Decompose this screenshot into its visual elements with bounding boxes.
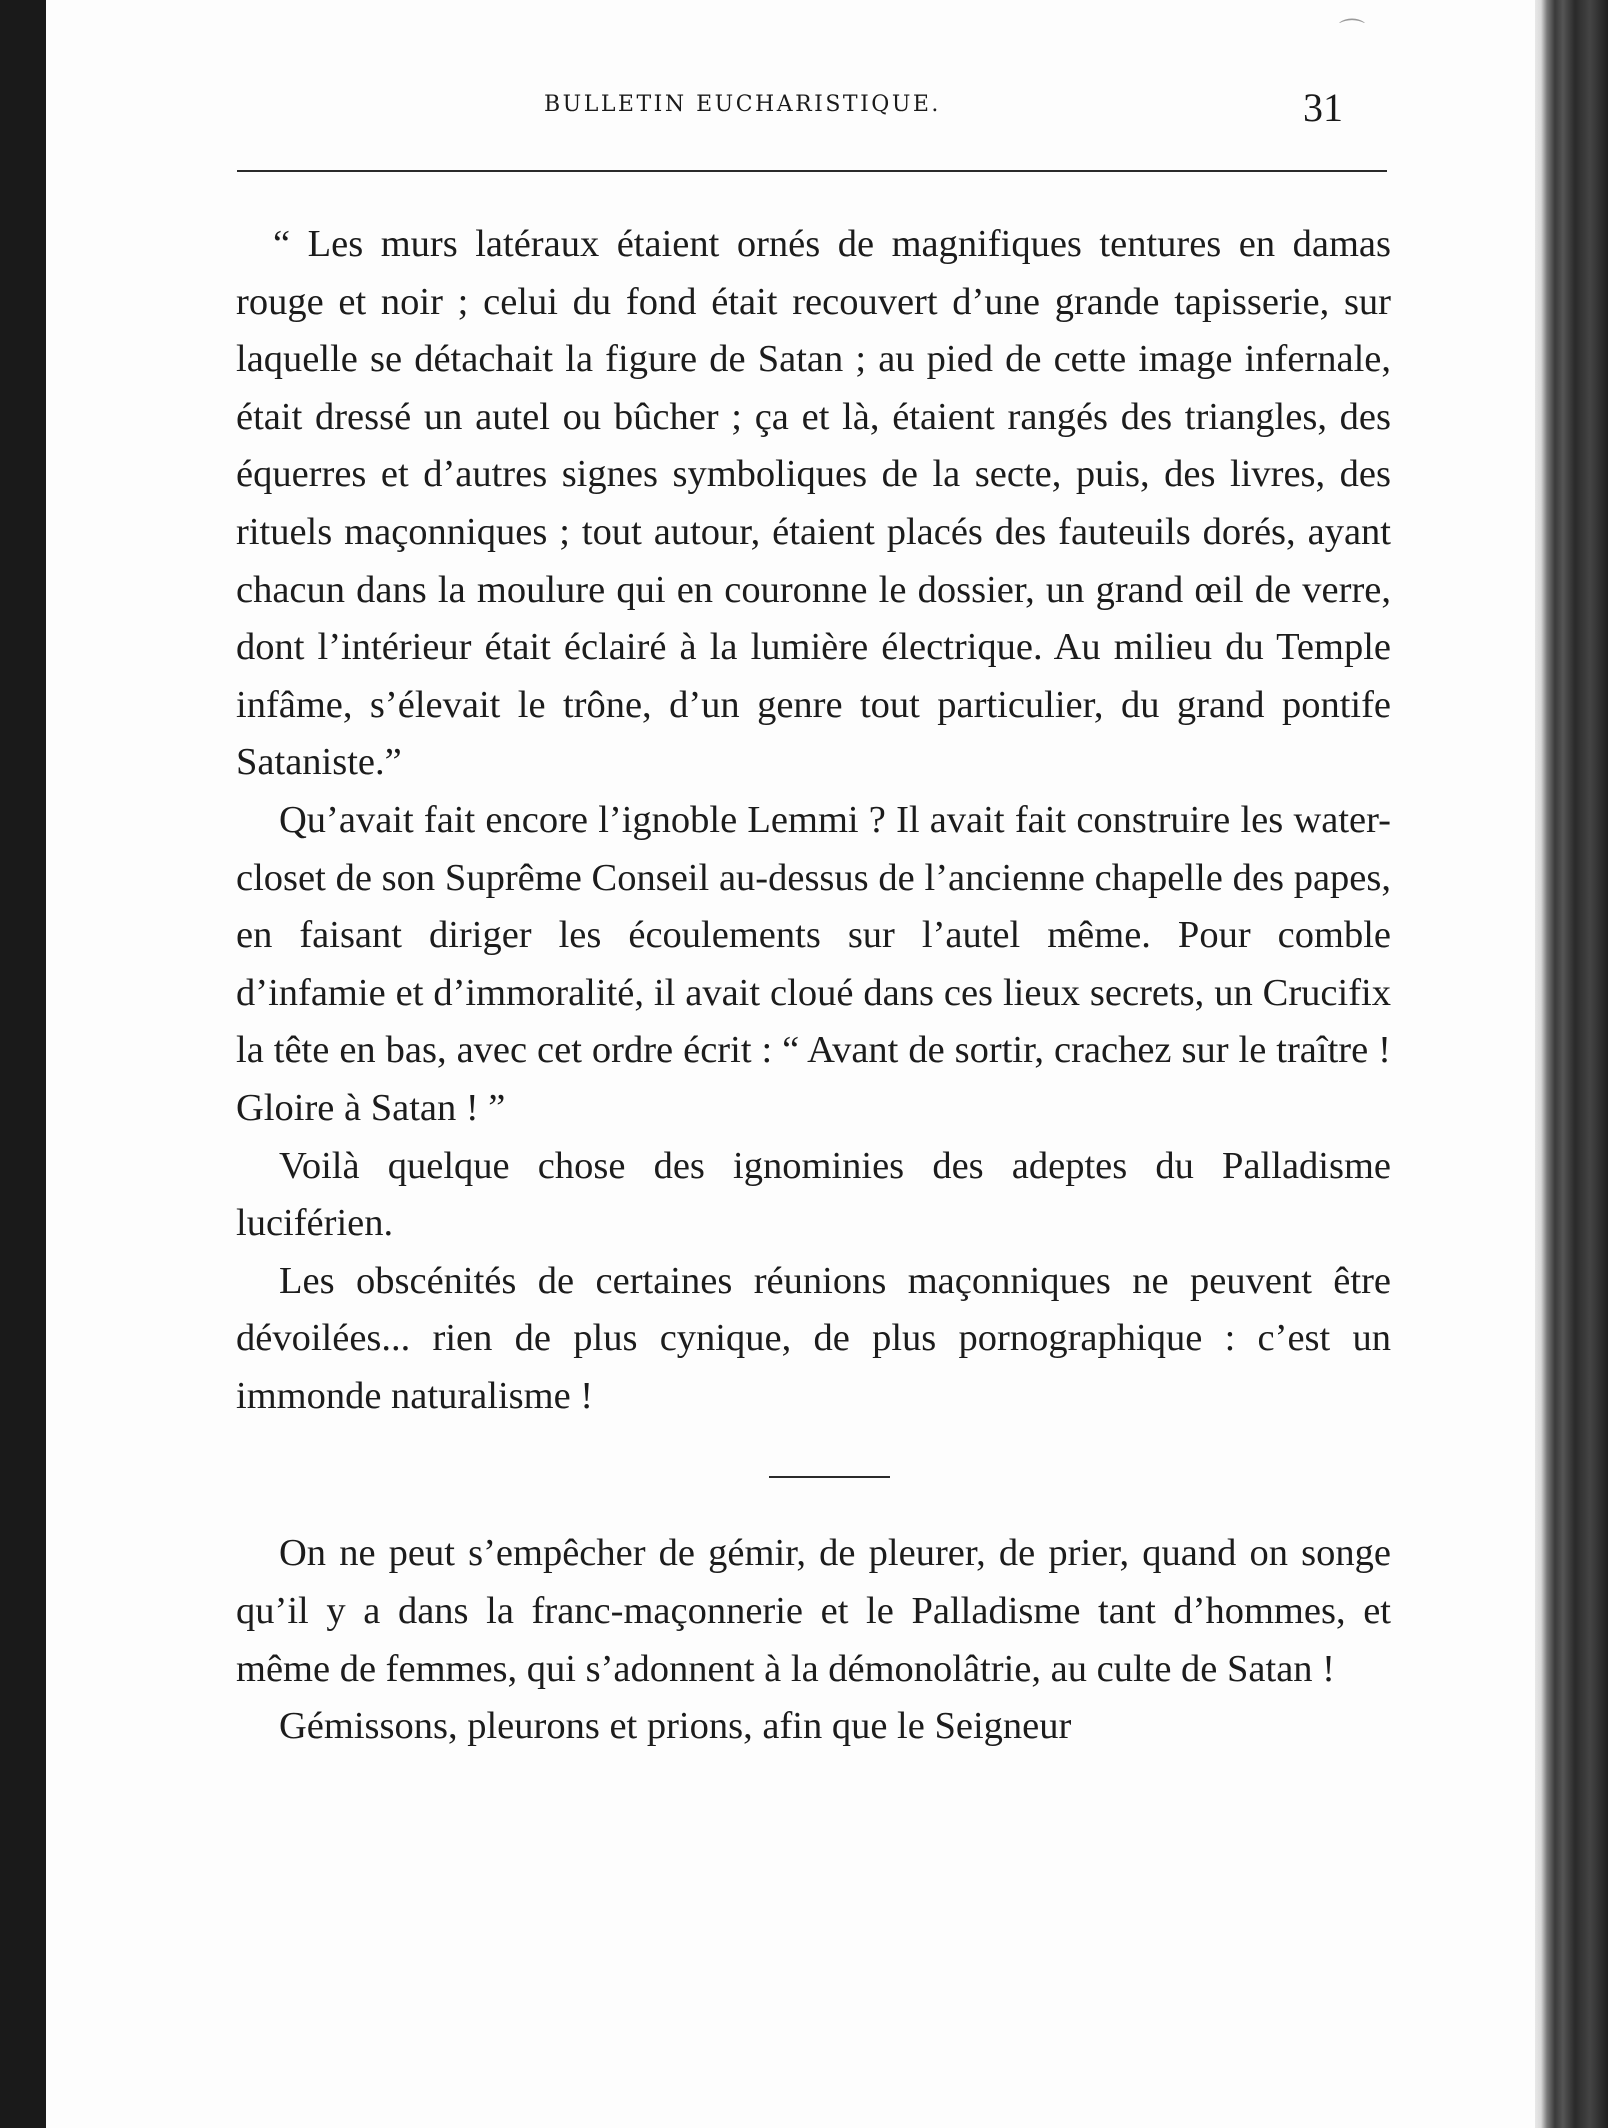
running-title: BULLETIN EUCHARISTIQUE.	[544, 92, 941, 117]
book-page	[46, 0, 1535, 2128]
paragraph-palladisme: Voilà quelque chose des ignominies des adeptes du Palladisme luciférien.	[236, 1144, 1391, 1245]
paragraph-gemir: On ne peut s’empêcher de gémir, de pleurer, de prier, quand on songe qu’il y a dans la franc-maçonnerie et le Palladisme tant d’hommes, et même de femmes, qui s’adonnent à la démonolâtrie, au culte de Satan !	[236, 1532, 1391, 1690]
paragraph-quote-temple: “ Les murs latéraux étaient ornés de magnifiques tentures en damas rouge et noir ; celui du fond était recouvert d’une grande tapisserie, sur laquelle se détachait la figure de Satan ; au pied de cette image infernale, était dressé un autel ou bûcher ; ça et là, étaient rangés des triangles, des équerres et d’autres signes symboliques de la secte, puis, des livres, des rituels maçonniques ; tout autour, étaient placés des fauteuils dorés, ayant chacun dans la moulure qui en couronne le dossier, un grand œil de verre, dont l’intérieur était éclairé à la lumière électrique. Au milieu du Temple infâme, s’élevait le trône, d’un genre tout particulier, du grand pontife Sataniste.”	[236, 223, 1391, 784]
paragraph-gemissons: Gémissons, pleurons et prions, afin que le Seigneur	[279, 1705, 1072, 1748]
paragraph-obscenites: Les obscénités de certaines réunions maçonniques ne peuvent être dévoilées... rien de plus cynique, de plus pornographique : c’est un immonde naturalisme !	[236, 1259, 1391, 1417]
running-head	[46, 84, 1535, 130]
header-rule	[237, 170, 1387, 172]
left-scan-border	[0, 0, 46, 2128]
section-separator-rule	[769, 1476, 890, 1478]
book-edge-strip	[1535, 0, 1608, 2128]
paragraph-lemmi: Qu’avait fait encore l’ignoble Lemmi ? Il avait fait construire les water-closet de son Suprême Conseil au-dessus de l’ancienne chapelle des papes, en faisant diriger les écoulements sur l’autel même. Pour comble d’infamie et d’immoralité, il avait cloué dans ces lieux secrets, un Crucifix la tête en bas, avec cet ordre écrit : “ Avant de sortir, crachez sur le traître ! Gloire à Satan ! ”	[236, 798, 1391, 1129]
page-number: 31	[1303, 85, 1343, 130]
body-text	[236, 216, 1391, 1756]
corner-pencil-mark: ⌒	[1339, 18, 1366, 48]
